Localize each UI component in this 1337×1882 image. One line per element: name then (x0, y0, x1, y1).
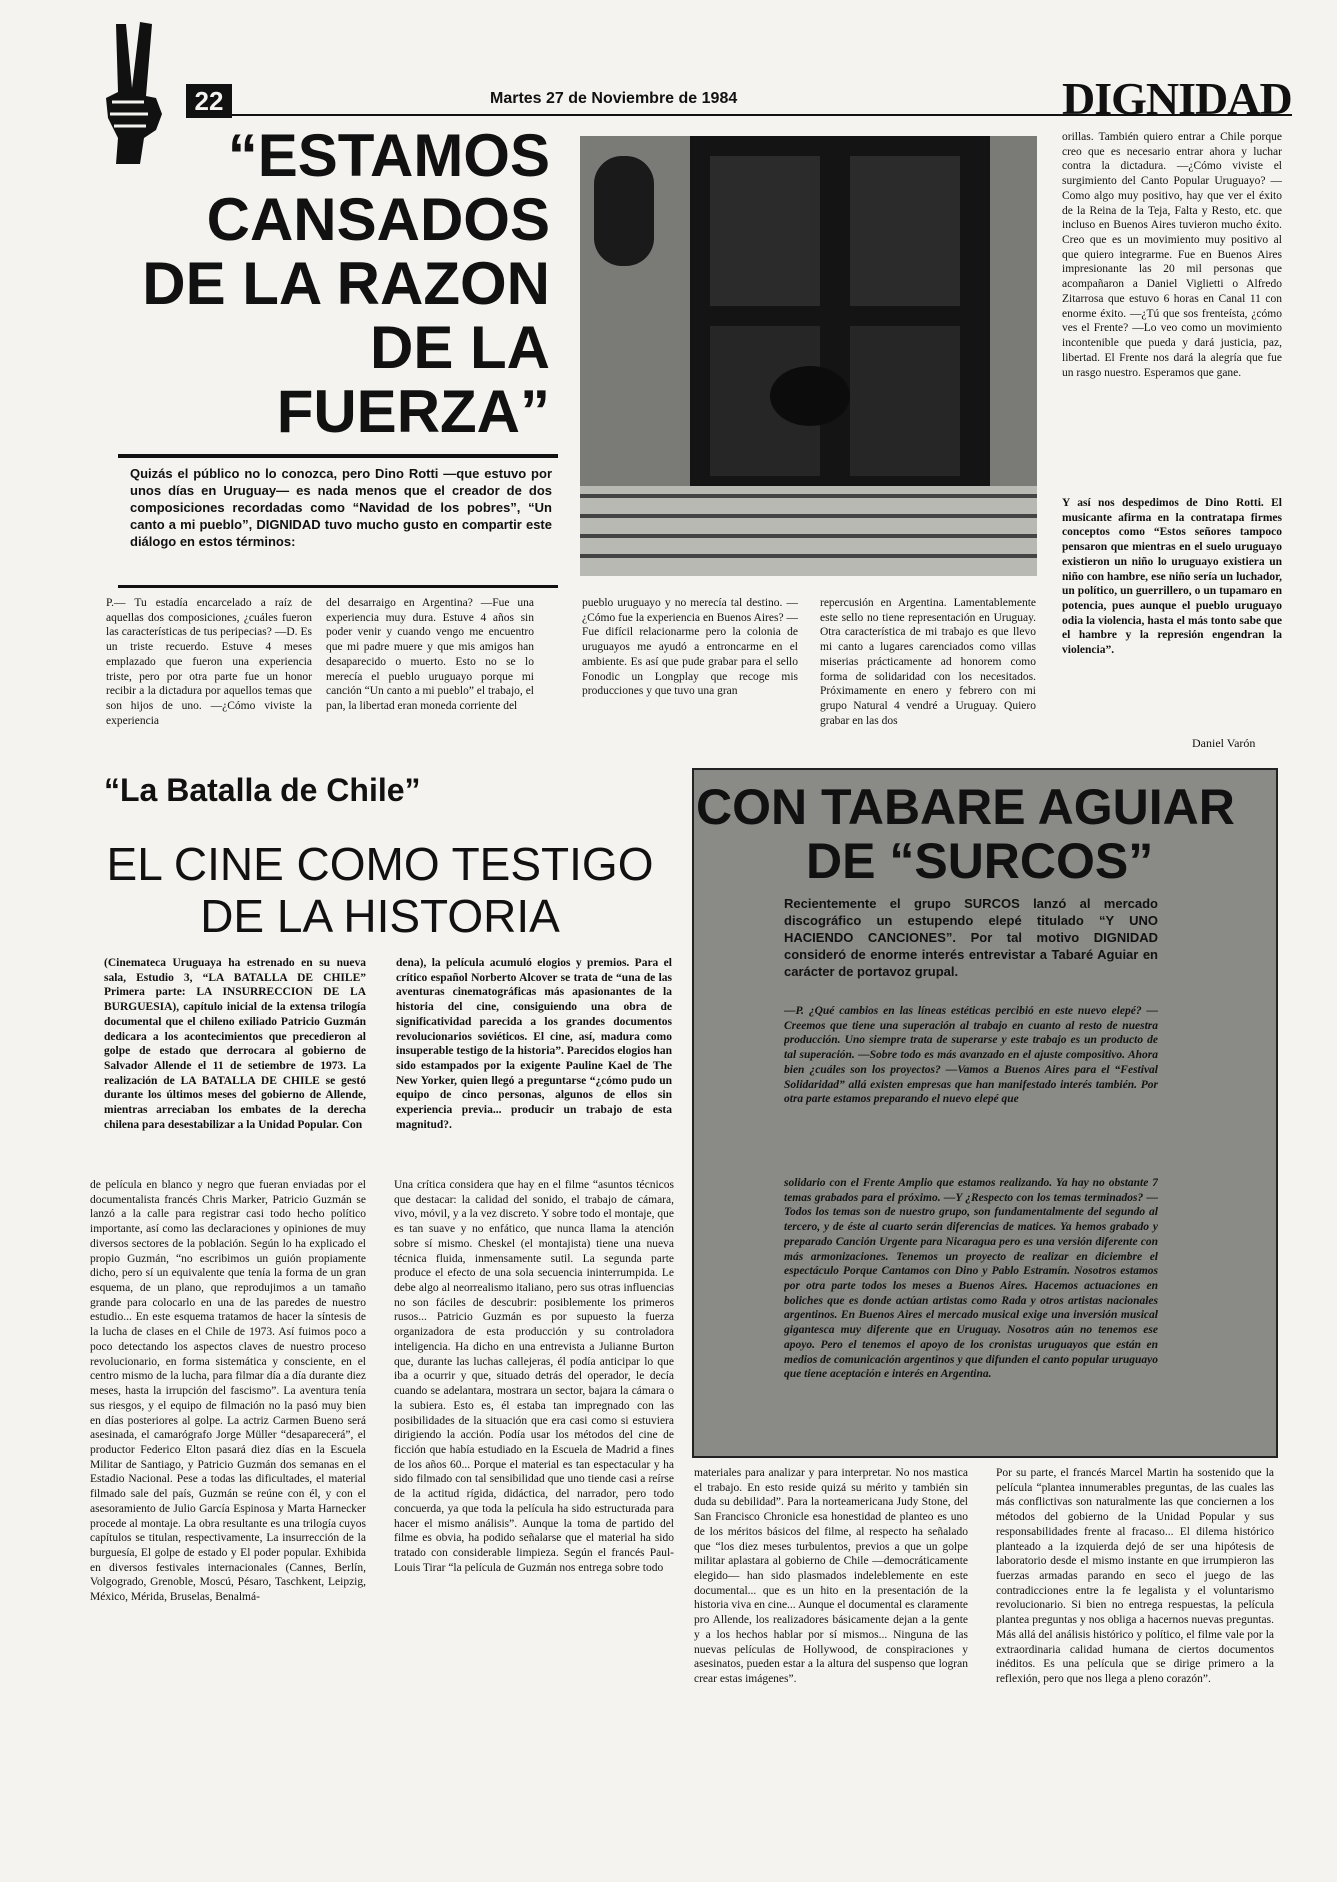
headline-line: EL CINE COMO TESTIGO (106, 838, 654, 890)
article2-kicker: “La Batalla de Chile” (104, 772, 421, 808)
article2-col2b: Una crítica considera que hay en el filme “asuntos técnicos que destacar: la calidad del sonido, el trabajo de cámara, vivo, móvil, y a la vez discreto. Y sobre todo el montaje, que es tan suave y no enfático, que nunca llama la atención sobre sí mismo. Cheskel (el montajista) tiene una nueva técnica fluida, inmensamente sutil. La segunda parte produce el efecto de una sola secuencia ininterrumpida. Le debe algo al neorrealismo italiano, pero sus otras influencias no son fáciles de descubrir: posiblemente los primeros rusos... Patricio Guzmán es por supuesto la fuerza organizadora de esta producción y su controladora inteligencia. Ha dicho en una entrevista a Julianne Burton que, durante las luchas callejeras, él podía anticipar lo que iba a ocurrir y que, situado detrás del operador, le decía cuando se adelantara, mostrara un sector, bajara la cámara o la subiera. Esto es, él estaba tan impregnado con las posibilidades de la situación que era casi como si estuviera dirigiendo la acción. Podía usar los métodos del cine de ficción que había estudiado en la Escuela de Madrid a fines de los años 60... Porque el material es tan espectacular y ha sido filmado con tal sensibilidad que uno tiende casi a reírse de la actitud rígida, didáctica, del narrador, pero todo concuerda, ya que toda la película ha sido estructurada para hacer el mismo análisis”. Aunque la toma de partido del filme es obvia, ha podido señalarse que el material ha sido tratado con considerable limpieza. Según el francés Paul-Louis Tirar “la película de Guzmán nos entrega sobre todo (394, 1179, 674, 1574)
article2-col1a: (Cinemateca Uruguaya ha estrenado en su nueva sala, Estudio 3, “LA BATALLA DE CHILE” Primera parte: LA INSURRECCION DE LA BURGUESIA), capítulo inicial de la extensa trilogía documental que el chileno exiliado Patricio Guzmán dedicara a los acontecimientos que precedieron al golpe de estado que derrocara al gobierno de Salvador Allende el 11 de setiembre de 1973. La realización de LA BATALLA DE CHILE se gestó durante los últimos meses del gobierno de Allende, mientras arreciaban los embates de la derecha chilena para desestabilizar a la Unidad Popular. Con (104, 957, 366, 1131)
article1-byline: Daniel Varón (1192, 736, 1256, 750)
article1-photo (580, 136, 1037, 576)
masthead: DIGNIDAD (1062, 73, 1292, 124)
article3-headline (696, 780, 1274, 888)
headline-line: CANSADOS (206, 186, 550, 253)
headline-line: CON TABARE AGUIAR (696, 779, 1235, 835)
article2-col1b: de película en blanco y negro que fueran enviadas por el documentalista francés Chris Marker, Patricio Guzmán se lanzó a la calle para registrar casi todo hecho político importante, así como las declaraciones y opiniones de muy diversos sectores de la población. Según lo ha explicado el propio Guzmán, “no escribimos un guión propiamente dicho, pero sí un equivalente que tenía la forma de un gran esquema, de un plano, que reprodujimos a un tamaño grande para colocarlo en una de las paredes de nuestro estudio... En este esquema tratamos de hacer la síntesis de la lucha de clases en el Chile de 1973. Así fuimos poco a poco detectando los aspectos claves de nuestro proceso revolucionario, en forma sistemática y consciente, en el centro mismo de la lucha, para filmar día a día durante diez meses, hasta la irrupción del fascismo”. La aventura tenía sus riesgos, y el equipo de filmación no la pasó muy bien en días posteriores al golpe. La actriz Carmen Bueno será asesinada, el camarógrafo Jorge Müller “desaparecerá”, el productor Federico Elton pasará diez días en la Escuela Militar de Santiago, y Patricio Guzmán dos semanas en el Estadio Nacional. Pese a todas las dificultades, el material filmado sale del país, Guzmán se reúne con él, y con el asesoramiento de Julio García Espinosa y Marta Harnecker procede al montaje. La obra resultante es una trilogía cuyos capítulos se titulan, respectivamente, La insurrección de la burguesía, El golpe de estado y El poder popular. Exhibida en diversos festivales internacionales (Cannes, Berlín, Volgogrado, Grenoble, Moscú, Pésaro, Taschkent, Leipzig, México, Mérida, Bruselas, Benalmá- (90, 1179, 366, 1604)
article3-body-a: —P. ¿Qué cambios en las líneas estéticas percibió en este nuevo elepé? —Creemos que tiene una superación al trabajo en cuanto al resto de nuestra producción. Uno siempre trata de superarse y este trabajo es un producto de tal superación. —Sobre todo es más avanzado en el ajuste compositivo. Ahora bien ¿cuáles son los proyectos? —Vamos a Buenos Aires para el “Festival Solidaridad” allá existen empresas que han manifestado interés también. Por otra parte estamos preparando el nuevo elepé que (784, 1005, 1158, 1106)
article1-headline (110, 124, 550, 444)
page-number: 22 (186, 84, 232, 118)
article1-side-col: orillas. También quiero entrar a Chile porque creo que es necesario entrar ahora y luchar contra la dictadura. —¿Cómo viviste el surgimiento del Canto Popular Uruguayo? —Como algo muy positivo, hay que ver el éxito de la Reina de la Teja, Falta y Resto, etc. que incluso en Buenos Aires tuvieron mucho éxito. Creo que es un movimiento muy positivo al que quiero integrarme. Fue en Buenos Aires impresionante las 20 mil personas que acompañaron a Daniel Viglietti o Alfredo Zitarrosa que estuvo 6 horas en Canal 11 con enorme éxito. —¿Tú que sos frenteísta, ¿cómo ves el Frente? —Lo veo como un movimiento incontenible que pueda y dará justicia, paz, libertad. El Frente nos dará la alegría que fue un rasgo nuestro. Esperamos que gane. (1062, 131, 1282, 379)
article2-col4: Por su parte, el francés Marcel Martin ha sostenido que la película “plantea innumerables preguntas, de las cuales las más conflictivas son naturalmente las que conciernen a los métodos del gobierno de la Unidad Popular y sus responsabilidades frente al fracaso... El dilema histórico planteado a la izquierda dejó de ser una hipótesis de laboratorio desde el mismo instante en que irrumpieron las fuerzas armadas parando en seco el juego de las contradicciones entre la fe legalista y el voluntarismo revolucionario. Si bien no entrega respuestas, la película plantea preguntas y nos obliga a hacernos nuevas preguntas. Más allá del análisis histórico y político, el filme vale por la extraordinaria calidad humana de ciertos documentos inéditos. Es una película que se dirige primero a la reflexión, pero que nos llega a pleno corazón”. (996, 1467, 1274, 1686)
headline-line: DE LA RAZON (142, 250, 550, 317)
article2-col2a: dena), la película acumuló elogios y premios. Para el crítico español Norberto Alcover se trata de “una de las aventuras cinematográficas más apasionantes de la historia del cine, consiguiendo una obra de significatividad parecida a los grandes documentos revolucionarios soviéticos. El cine, así, madura como insuperable testigo de la historia”. Parecidos elogios han sido estampados por la exigente Pauline Kael de The New Yorker, quien llegó a preguntarse “¿cómo pudo un equipo de cinco personas, algunos de ellos sin experiencia previa... producir un trabajo de esta magnitud?. (396, 957, 672, 1131)
lead-rule-bottom (118, 585, 558, 588)
article2-col3: materiales para analizar y para interpretar. No nos mastica el trabajo. En esto reside quizá su mérito y también sin duda su debilidad”. Para la norteamericana Judy Stone, del San Francisco Chronicle esa honestidad de planteo es uno de los méritos básicos del filme, al respecto ha señalado que “los diez meses turbulentos, previos a que un golpe militar aplastara al gobierno de Chile —democráticamente elegido— han sido plasmados indeleblemente en este documental... que es un hito en la presentación de la historia viva en cine... Aunque el documental es claramente pro Allende, los realizadores básicamente dejan a la gente y a los hechos hablar por sí mismos... Ninguna de las nuevas películas de Hollywood, de conspiraciones y asesinatos, pueden estar a la altura del suspenso que logran crear estas imágenes”. (694, 1467, 968, 1686)
article1-col2: del desarraigo en Argentina? —Fue una experiencia muy dura. Estuve 4 años sin poder venir y cuando vengo me encuentro que mi padre muere y que mis amigos han desaparecido o muerto. Esto no se lo merecía el pueblo uruguayo porque mi canción “Un canto a mi pueblo” el trabajo, el pan, la libertad eran moneda corriente del (326, 597, 534, 713)
headline-line: DE LA HISTORIA (200, 890, 560, 942)
headline-line: DE “SURCOS” (806, 833, 1154, 889)
article1-col3: pueblo uruguayo y no merecía tal destino. —¿Cómo fue la experiencia en Buenos Aires? —Fue difícil relacionarme pero la colonia de uruguayos me ayudó a entroncarme en el ambiente. Es así que pude grabar para el sello Fonodic un Longplay que recoge mis producciones y que tuvo una gran (582, 597, 798, 698)
article2-headline (80, 838, 680, 942)
article1-lead: Quizás el público no lo conozca, pero Dino Rotti —que estuvo por unos días en Uruguay— es nada menos que el creador de dos composiciones recordadas como “Navidad de los pobres”, “Un canto a mi pueblo”, DIGNIDAD tuvo mucho gusto en compartir este diálogo en estos términos: (130, 466, 552, 549)
article3-lead: Recientemente el grupo SURCOS lanzó al mercado discográfico un estupendo elepé titulado “Y UNO HACIENDO CANCIONES”. Por tal motivo DIGNIDAD consideró de enorme interés entrevistar a Tabaré Aguiar en carácter de portavoz grupal. (784, 896, 1158, 979)
headline-line: DE LA (370, 314, 550, 381)
issue-date: Martes 27 de Noviembre de 1984 (490, 90, 738, 107)
article3-body-b: solidario con el Frente Amplio que estamos realizando. Ya hay no obstante 7 temas grabados para el próximo. —Y ¿Respecto con los temas terminados? —Todos los temas son de nuestro grupo, son fundamentalmente del segundo al tercero, y de éste al cuarto serán diferencias de matices. Ya hemos grabado y preparado Canción Urgente para Nicaragua pero es una versión diferente con más armonizaciones. Tenemos un proyecto de realizar en diciembre el espectáculo Porque Cantamos con Dino y Pablo Estramín. Nosotros estamos por otra parte todos los meses a Buenos Aires. Hacemos actuaciones en boliches que es donde actúan artistas como Rada y otros artistas nacionales argentinos. En Buenos Aires el mercado musical exige una inversión musical gigantesca muy diferente que en Uruguay. Nosotros aún no tenemos ese apoyo. Pero el tenemos el apoyo de los cronistas uruguayos que están en medios de comunicación argentinos y que difunden el canto popular uruguayo que tiene aceptación e interés en Argentina. (784, 1177, 1158, 1381)
article1-side-close: Y así nos despedimos de Dino Rotti. El musicante afirma en la contratapa firmes conceptos como “Estos señores tampoco pensaron que mientras en el suelo uruguayo existieron un niño lo uruguayo existiera un niño con hambre, ese niño sería un luchador, un político, un guerrillero, o un tupamaro en potencia, pues aunque el pueblo uruguayo odia la violencia, hasta el más tonto sabe que el hambre y la represión engendran la violencia”. (1062, 497, 1282, 657)
headline-line: “ESTAMOS (227, 122, 550, 189)
article1-col1: P.— Tu estadía encarcelado a raíz de aquellas dos composiciones, ¿cuáles fueron las características de tus peripecias? —D. Es un triste recuerdo. Estuve 4 meses emplazado que fueron una experiencia triste, pero por otra parte fue un honor recibir a la dictadura por aquellos temas que son hijos de uno. —¿Cómo viviste la experiencia (106, 597, 312, 727)
headline-line: FUERZA” (276, 378, 550, 445)
article1-col4: repercusión en Argentina. Lamentablemente este sello no tiene representación en Uruguay. Otra característica de mi trabajo es que llevo mi canto a lugares carenciados como villas miserias prácticamente ad honorem como forma de solidaridad con los necesitados. Próximamente en enero y febrero con mi grupo Natural 4 vendré a Uruguay. Quiero grabar en las dos (820, 597, 1036, 727)
lead-rule-top (118, 454, 558, 458)
